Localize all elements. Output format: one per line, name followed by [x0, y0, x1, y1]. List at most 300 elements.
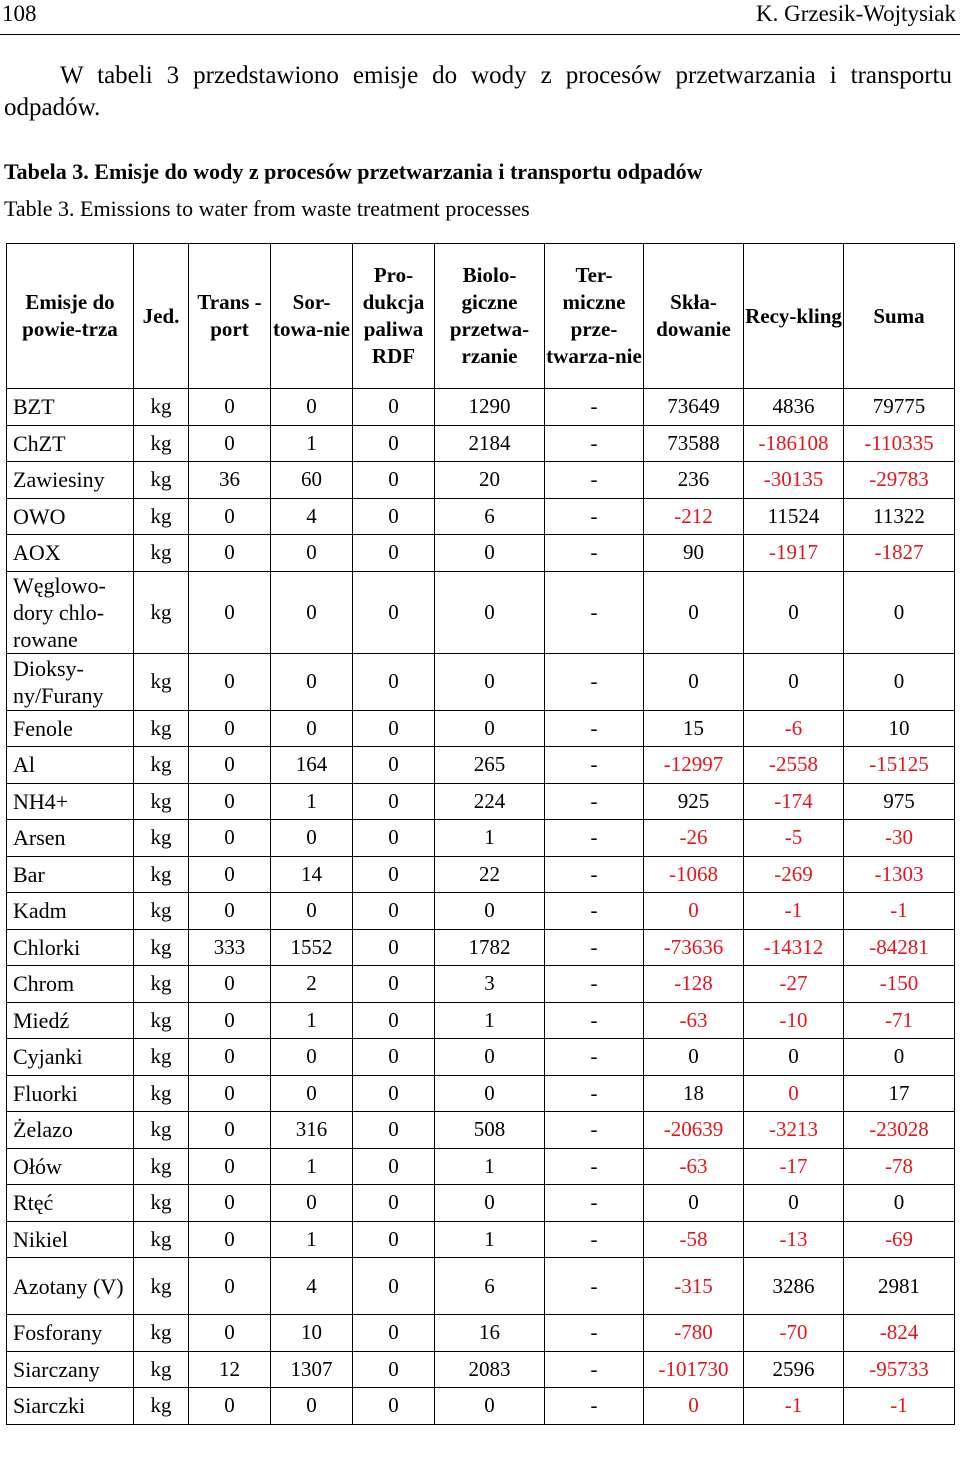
cell-sum: -78 [844, 1148, 955, 1185]
cell-biological: 1290 [435, 389, 545, 426]
cell-landfill: -63 [644, 1148, 744, 1185]
cell-thermal: - [545, 535, 644, 572]
emissions-table [6, 243, 955, 1425]
cell-sorting: 0 [271, 710, 353, 747]
cell-sorting: 2 [271, 966, 353, 1003]
table-row [7, 462, 955, 499]
cell-thermal: - [545, 856, 644, 893]
cell-biological: 6 [435, 498, 545, 535]
cell-landfill: 73649 [644, 389, 744, 426]
cell-transport: 0 [189, 1388, 271, 1425]
cell-transport: 0 [189, 1315, 271, 1352]
cell-thermal: - [545, 1258, 644, 1315]
table-caption-english: Table 3. Emissions to water from waste treatment processes [4, 196, 530, 221]
header-transport: Trans -port [189, 244, 271, 389]
table-row [7, 1185, 955, 1222]
cell-rdf: 0 [353, 783, 435, 820]
cell-recycling: -5 [744, 820, 844, 857]
cell-transport: 0 [189, 498, 271, 535]
cell-recycling: -186108 [744, 425, 844, 462]
cell-landfill: -63 [644, 1002, 744, 1039]
running-head [0, 0, 960, 30]
cell-recycling: -1 [744, 1388, 844, 1425]
cell-biological: 2083 [435, 1351, 545, 1388]
cell-recycling: -27 [744, 966, 844, 1003]
cell-landfill: 0 [644, 1039, 744, 1076]
table-row [7, 1002, 955, 1039]
cell-recycling: 11524 [744, 498, 844, 535]
cell-recycling: -10 [744, 1002, 844, 1039]
cell-thermal: - [545, 425, 644, 462]
table-row [7, 1258, 955, 1315]
cell-rdf: 0 [353, 966, 435, 1003]
cell-sorting: 1552 [271, 929, 353, 966]
cell-unit: kg [134, 535, 189, 572]
cell-pollutant: AOX [7, 535, 134, 572]
cell-biological: 0 [435, 893, 545, 930]
cell-recycling: -13 [744, 1221, 844, 1258]
cell-thermal: - [545, 1351, 644, 1388]
cell-landfill: 15 [644, 710, 744, 747]
cell-biological: 0 [435, 571, 545, 653]
cell-sum: -1 [844, 893, 955, 930]
cell-pollutant: Al [7, 747, 134, 784]
cell-rdf: 0 [353, 710, 435, 747]
cell-unit: kg [134, 1315, 189, 1352]
cell-transport: 0 [189, 389, 271, 426]
cell-sorting: 1 [271, 1002, 353, 1039]
cell-landfill: -101730 [644, 1351, 744, 1388]
cell-landfill: -20639 [644, 1112, 744, 1149]
cell-unit: kg [134, 1148, 189, 1185]
cell-rdf: 0 [353, 820, 435, 857]
cell-rdf: 0 [353, 425, 435, 462]
cell-pollutant: Siarczany [7, 1351, 134, 1388]
cell-biological: 0 [435, 1185, 545, 1222]
cell-landfill: 236 [644, 462, 744, 499]
cell-sorting: 316 [271, 1112, 353, 1149]
cell-rdf: 0 [353, 1315, 435, 1352]
cell-unit: kg [134, 1002, 189, 1039]
cell-recycling: -1 [744, 893, 844, 930]
cell-transport: 0 [189, 1112, 271, 1149]
cell-unit: kg [134, 1185, 189, 1222]
cell-transport: 0 [189, 710, 271, 747]
table-row [7, 571, 955, 653]
cell-landfill: 0 [644, 893, 744, 930]
cell-landfill: -128 [644, 966, 744, 1003]
cell-pollutant: Cyjanki [7, 1039, 134, 1076]
cell-sum: -15125 [844, 747, 955, 784]
cell-unit: kg [134, 856, 189, 893]
cell-pollutant: Bar [7, 856, 134, 893]
cell-sum: -69 [844, 1221, 955, 1258]
header-unit: Jed. [134, 244, 189, 389]
cell-unit: kg [134, 462, 189, 499]
cell-sorting: 0 [271, 893, 353, 930]
cell-thermal: - [545, 710, 644, 747]
cell-recycling: -1917 [744, 535, 844, 572]
cell-rdf: 0 [353, 462, 435, 499]
cell-pollutant: Arsen [7, 820, 134, 857]
cell-biological: 508 [435, 1112, 545, 1149]
cell-biological: 0 [435, 710, 545, 747]
cell-rdf: 0 [353, 571, 435, 653]
cell-biological: 0 [435, 653, 545, 710]
cell-unit: kg [134, 783, 189, 820]
table-row [7, 1148, 955, 1185]
cell-biological: 0 [435, 535, 545, 572]
cell-transport: 0 [189, 1148, 271, 1185]
table-row [7, 1039, 955, 1076]
cell-recycling: -174 [744, 783, 844, 820]
intro-paragraph: W tabeli 3 przedstawiono emisje do wody z procesów przetwarzania i transportu odpadów. [4, 62, 952, 121]
table-row [7, 820, 955, 857]
cell-sum: -110335 [844, 425, 955, 462]
cell-thermal: - [545, 389, 644, 426]
cell-sorting: 0 [271, 820, 353, 857]
cell-landfill: -1068 [644, 856, 744, 893]
table-row [7, 1112, 955, 1149]
page-number: 108 [2, 1, 37, 26]
cell-unit: kg [134, 1039, 189, 1076]
cell-sorting: 10 [271, 1315, 353, 1352]
header-landfill: Skła-dowanie [644, 244, 744, 389]
cell-rdf: 0 [353, 1148, 435, 1185]
cell-transport: 36 [189, 462, 271, 499]
header-thermal: Ter-miczne prze-twarza-nie [545, 244, 644, 389]
cell-thermal: - [545, 498, 644, 535]
cell-transport: 0 [189, 1221, 271, 1258]
cell-pollutant: Zawiesiny [7, 462, 134, 499]
cell-biological: 22 [435, 856, 545, 893]
cell-thermal: - [545, 783, 644, 820]
table-row [7, 1315, 955, 1352]
cell-rdf: 0 [353, 1221, 435, 1258]
cell-rdf: 0 [353, 856, 435, 893]
table-row [7, 966, 955, 1003]
cell-rdf: 0 [353, 1388, 435, 1425]
cell-thermal: - [545, 966, 644, 1003]
cell-biological: 2184 [435, 425, 545, 462]
table-caption-polish: Tabela 3. Emisje do wody z procesów przetwarzania i transportu odpadów [4, 159, 703, 184]
cell-biological: 1 [435, 1148, 545, 1185]
header-sorting: Sor-towa-nie [271, 244, 353, 389]
cell-rdf: 0 [353, 1258, 435, 1315]
cell-sum: -1303 [844, 856, 955, 893]
cell-transport: 0 [189, 653, 271, 710]
cell-thermal: - [545, 1388, 644, 1425]
cell-thermal: - [545, 571, 644, 653]
cell-sum: -824 [844, 1315, 955, 1352]
cell-sum: -71 [844, 1002, 955, 1039]
cell-thermal: - [545, 747, 644, 784]
cell-thermal: - [545, 820, 644, 857]
table-row [7, 929, 955, 966]
cell-sum: 17 [844, 1075, 955, 1112]
cell-sorting: 0 [271, 1185, 353, 1222]
cell-sorting: 0 [271, 653, 353, 710]
cell-recycling: -17 [744, 1148, 844, 1185]
cell-rdf: 0 [353, 1002, 435, 1039]
cell-recycling: 0 [744, 1185, 844, 1222]
cell-rdf: 0 [353, 747, 435, 784]
cell-pollutant: Żelazo [7, 1112, 134, 1149]
cell-landfill: -58 [644, 1221, 744, 1258]
cell-recycling: -3213 [744, 1112, 844, 1149]
cell-landfill: 0 [644, 653, 744, 710]
cell-recycling: -70 [744, 1315, 844, 1352]
cell-transport: 333 [189, 929, 271, 966]
cell-pollutant: Chlorki [7, 929, 134, 966]
cell-unit: kg [134, 1075, 189, 1112]
table-row [7, 389, 955, 426]
cell-pollutant: Fosforany [7, 1315, 134, 1352]
cell-sorting: 1 [271, 1221, 353, 1258]
cell-transport: 12 [189, 1351, 271, 1388]
cell-unit: kg [134, 1221, 189, 1258]
cell-unit: kg [134, 747, 189, 784]
cell-transport: 0 [189, 1258, 271, 1315]
header-emissions: Emisje do powie-trza [7, 244, 134, 389]
table-row [7, 498, 955, 535]
cell-recycling: 0 [744, 1039, 844, 1076]
cell-rdf: 0 [353, 1185, 435, 1222]
cell-thermal: - [545, 929, 644, 966]
cell-sorting: 14 [271, 856, 353, 893]
cell-sum: 0 [844, 1039, 955, 1076]
cell-sorting: 4 [271, 498, 353, 535]
cell-landfill: 0 [644, 571, 744, 653]
cell-thermal: - [545, 1039, 644, 1076]
table-row [7, 1075, 955, 1112]
cell-unit: kg [134, 389, 189, 426]
cell-transport: 0 [189, 820, 271, 857]
cell-landfill: -212 [644, 498, 744, 535]
cell-recycling: -6 [744, 710, 844, 747]
cell-thermal: - [545, 462, 644, 499]
cell-biological: 16 [435, 1315, 545, 1352]
cell-sum: 975 [844, 783, 955, 820]
header-rule [0, 34, 960, 35]
cell-pollutant: NH4+ [7, 783, 134, 820]
cell-sorting: 1 [271, 425, 353, 462]
cell-biological: 20 [435, 462, 545, 499]
cell-biological: 265 [435, 747, 545, 784]
table-row [7, 1221, 955, 1258]
cell-unit: kg [134, 1388, 189, 1425]
cell-sorting: 60 [271, 462, 353, 499]
cell-rdf: 0 [353, 1112, 435, 1149]
header-recycling: Recy-kling [744, 244, 844, 389]
cell-sum: 0 [844, 571, 955, 653]
cell-rdf: 0 [353, 653, 435, 710]
cell-sorting: 0 [271, 571, 353, 653]
cell-biological: 1782 [435, 929, 545, 966]
cell-transport: 0 [189, 966, 271, 1003]
cell-recycling: 0 [744, 571, 844, 653]
table-row [7, 783, 955, 820]
cell-pollutant: Siarczki [7, 1388, 134, 1425]
cell-unit: kg [134, 929, 189, 966]
cell-sorting: 4 [271, 1258, 353, 1315]
cell-biological: 3 [435, 966, 545, 1003]
header-sum: Suma [844, 244, 955, 389]
cell-transport: 0 [189, 535, 271, 572]
header-rdf-production: Pro-dukcja paliwa RDF [353, 244, 435, 389]
cell-unit: kg [134, 1112, 189, 1149]
cell-pollutant: Chrom [7, 966, 134, 1003]
cell-sum: -1827 [844, 535, 955, 572]
table-row [7, 425, 955, 462]
cell-rdf: 0 [353, 929, 435, 966]
cell-landfill: 925 [644, 783, 744, 820]
cell-recycling: -30135 [744, 462, 844, 499]
cell-sorting: 0 [271, 535, 353, 572]
cell-biological: 0 [435, 1039, 545, 1076]
cell-transport: 0 [189, 1002, 271, 1039]
cell-recycling: 3286 [744, 1258, 844, 1315]
table-row [7, 747, 955, 784]
table-row [7, 535, 955, 572]
cell-thermal: - [545, 1075, 644, 1112]
cell-recycling: 0 [744, 1075, 844, 1112]
cell-pollutant: Dioksy-ny/Furany [7, 653, 134, 710]
cell-sum: -29783 [844, 462, 955, 499]
running-author: K. Grzesik-Wojtysiak [756, 1, 956, 26]
cell-transport: 0 [189, 783, 271, 820]
cell-sorting: 1307 [271, 1351, 353, 1388]
cell-recycling: 4836 [744, 389, 844, 426]
cell-rdf: 0 [353, 498, 435, 535]
cell-sum: 10 [844, 710, 955, 747]
cell-biological: 0 [435, 1388, 545, 1425]
cell-sorting: 1 [271, 1148, 353, 1185]
cell-pollutant: Kadm [7, 893, 134, 930]
cell-landfill: 73588 [644, 425, 744, 462]
cell-landfill: -26 [644, 820, 744, 857]
table-body [7, 389, 955, 1425]
cell-sum: -1 [844, 1388, 955, 1425]
header-biological: Biolo-giczne przetwa-rzanie [435, 244, 545, 389]
cell-transport: 0 [189, 1039, 271, 1076]
cell-recycling: 2596 [744, 1351, 844, 1388]
cell-pollutant: Ołów [7, 1148, 134, 1185]
cell-thermal: - [545, 1112, 644, 1149]
cell-transport: 0 [189, 856, 271, 893]
cell-unit: kg [134, 820, 189, 857]
table-row [7, 1351, 955, 1388]
cell-sum: 2981 [844, 1258, 955, 1315]
cell-rdf: 0 [353, 389, 435, 426]
cell-biological: 1 [435, 1002, 545, 1039]
cell-sorting: 1 [271, 783, 353, 820]
cell-unit: kg [134, 1351, 189, 1388]
cell-pollutant: BZT [7, 389, 134, 426]
cell-sum: -23028 [844, 1112, 955, 1149]
cell-pollutant: Azotany (V) [7, 1258, 134, 1315]
cell-transport: 0 [189, 893, 271, 930]
cell-transport: 0 [189, 1185, 271, 1222]
cell-biological: 1 [435, 820, 545, 857]
cell-recycling: -14312 [744, 929, 844, 966]
cell-landfill: 18 [644, 1075, 744, 1112]
cell-landfill: 0 [644, 1185, 744, 1222]
cell-sum: -150 [844, 966, 955, 1003]
cell-biological: 6 [435, 1258, 545, 1315]
cell-unit: kg [134, 710, 189, 747]
cell-pollutant: Rtęć [7, 1185, 134, 1222]
cell-rdf: 0 [353, 893, 435, 930]
table-row [7, 856, 955, 893]
cell-landfill: -73636 [644, 929, 744, 966]
cell-biological: 224 [435, 783, 545, 820]
cell-pollutant: Nikiel [7, 1221, 134, 1258]
cell-pollutant: Węglowo-dory chlo-rowane [7, 571, 134, 653]
cell-sum: -84281 [844, 929, 955, 966]
cell-pollutant: Fluorki [7, 1075, 134, 1112]
cell-sum: 0 [844, 653, 955, 710]
cell-thermal: - [545, 1185, 644, 1222]
cell-landfill: 90 [644, 535, 744, 572]
cell-thermal: - [545, 653, 644, 710]
cell-sum: -95733 [844, 1351, 955, 1388]
cell-sorting: 0 [271, 1039, 353, 1076]
cell-thermal: - [545, 1221, 644, 1258]
cell-sorting: 164 [271, 747, 353, 784]
cell-landfill: 0 [644, 1388, 744, 1425]
cell-rdf: 0 [353, 535, 435, 572]
cell-biological: 1 [435, 1221, 545, 1258]
cell-sorting: 0 [271, 389, 353, 426]
cell-thermal: - [545, 1002, 644, 1039]
cell-unit: kg [134, 425, 189, 462]
cell-rdf: 0 [353, 1351, 435, 1388]
table-row [7, 1388, 955, 1425]
cell-landfill: -12997 [644, 747, 744, 784]
table-header-row [7, 244, 955, 389]
cell-unit: kg [134, 571, 189, 653]
cell-thermal: - [545, 1148, 644, 1185]
cell-unit: kg [134, 1258, 189, 1315]
cell-thermal: - [545, 893, 644, 930]
cell-pollutant: ChZT [7, 425, 134, 462]
cell-recycling: -269 [744, 856, 844, 893]
cell-sorting: 0 [271, 1388, 353, 1425]
cell-pollutant: Fenole [7, 710, 134, 747]
cell-unit: kg [134, 893, 189, 930]
table-row [7, 893, 955, 930]
cell-sum: -30 [844, 820, 955, 857]
cell-biological: 0 [435, 1075, 545, 1112]
cell-landfill: -315 [644, 1258, 744, 1315]
cell-pollutant: OWO [7, 498, 134, 535]
cell-transport: 0 [189, 1075, 271, 1112]
cell-unit: kg [134, 653, 189, 710]
cell-transport: 0 [189, 571, 271, 653]
cell-unit: kg [134, 498, 189, 535]
cell-recycling: 0 [744, 653, 844, 710]
cell-thermal: - [545, 1315, 644, 1352]
cell-transport: 0 [189, 747, 271, 784]
cell-rdf: 0 [353, 1039, 435, 1076]
table-row [7, 710, 955, 747]
cell-sum: 11322 [844, 498, 955, 535]
cell-sum: 0 [844, 1185, 955, 1222]
cell-pollutant: Miedź [7, 1002, 134, 1039]
cell-sum: 79775 [844, 389, 955, 426]
cell-rdf: 0 [353, 1075, 435, 1112]
